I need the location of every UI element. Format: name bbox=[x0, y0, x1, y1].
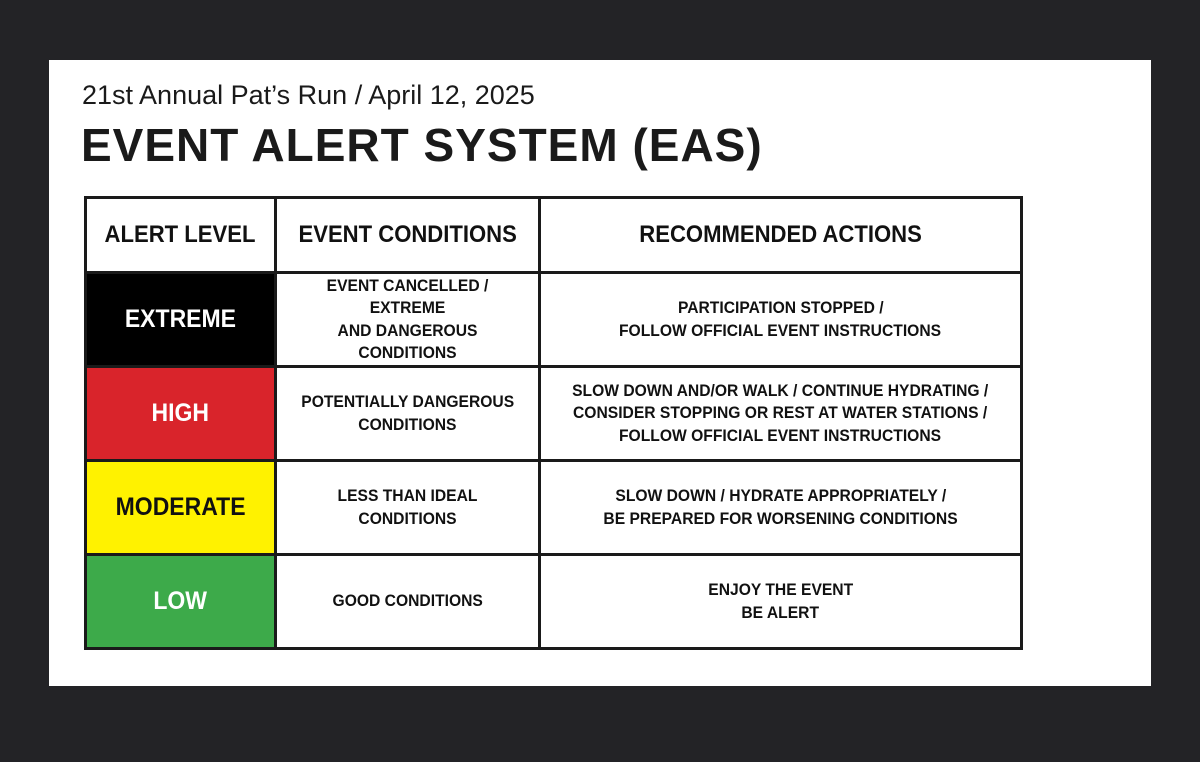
alert-level-label: EXTREME bbox=[124, 305, 237, 334]
event-conditions-line: POTENTIALLY DANGEROUS bbox=[301, 392, 514, 412]
event-conditions-cell bbox=[276, 273, 540, 367]
recommended-actions-line: BE PREPARED FOR WORSENING CONDITIONS bbox=[603, 508, 958, 528]
recommended-actions-line: SLOW DOWN / HYDRATE APPROPRIATELY / bbox=[615, 486, 946, 506]
alert-level-label: HIGH bbox=[151, 399, 210, 428]
event-subtitle: 21st Annual Pat’s Run / April 12, 2025 bbox=[82, 80, 535, 110]
table-row bbox=[86, 273, 1022, 367]
alert-level-cell bbox=[86, 273, 276, 367]
event-conditions-cell bbox=[276, 461, 540, 555]
alert-level-cell bbox=[86, 367, 276, 461]
event-conditions-line: CONDITIONS bbox=[358, 414, 457, 434]
alert-level-label: MODERATE bbox=[115, 493, 246, 522]
recommended-actions-line: PARTICIPATION STOPPED / bbox=[677, 298, 884, 318]
event-conditions-cell bbox=[276, 367, 540, 461]
event-conditions-line: GOOD CONDITIONS bbox=[332, 591, 483, 611]
recommended-actions-line: CONSIDER STOPPING OR REST AT WATER STATIONS / bbox=[573, 403, 988, 423]
recommended-actions-line: FOLLOW OFFICIAL EVENT INSTRUCTIONS bbox=[619, 320, 942, 340]
column-header-recommended-actions: RECOMMENDED ACTIONS bbox=[540, 198, 1022, 273]
event-conditions-line: EVENT CANCELLED / EXTREME bbox=[326, 276, 489, 318]
table-row bbox=[86, 461, 1022, 555]
recommended-actions-line: SLOW DOWN AND/OR WALK / CONTINUE HYDRATING / bbox=[572, 381, 989, 401]
event-conditions-line: AND DANGEROUS CONDITIONS bbox=[337, 320, 478, 362]
event-conditions-line: LESS THAN IDEAL CONDITIONS bbox=[337, 486, 478, 528]
table-row bbox=[86, 367, 1022, 461]
recommended-actions-line: FOLLOW OFFICIAL EVENT INSTRUCTIONS bbox=[619, 425, 942, 445]
column-header-alert-level: ALERT LEVEL bbox=[86, 198, 276, 273]
column-header-event-conditions: EVENT CONDITIONS bbox=[276, 198, 540, 273]
alert-level-cell bbox=[86, 555, 276, 649]
recommended-actions-cell bbox=[540, 461, 1022, 555]
recommended-actions-cell bbox=[540, 555, 1022, 649]
recommended-actions-cell bbox=[540, 367, 1022, 461]
event-conditions-cell bbox=[276, 555, 540, 649]
table-row bbox=[86, 555, 1022, 649]
alert-level-cell bbox=[86, 461, 276, 555]
page-title: EVENT ALERT SYSTEM (EAS) bbox=[81, 119, 763, 171]
alert-card bbox=[49, 60, 1151, 686]
alert-table bbox=[84, 196, 1023, 650]
recommended-actions-cell bbox=[540, 273, 1022, 367]
recommended-actions-line: ENJOY THE EVENT bbox=[708, 580, 853, 600]
alert-level-label: LOW bbox=[153, 587, 208, 616]
recommended-actions-line: BE ALERT bbox=[741, 602, 820, 622]
table-header-row bbox=[86, 198, 1022, 273]
